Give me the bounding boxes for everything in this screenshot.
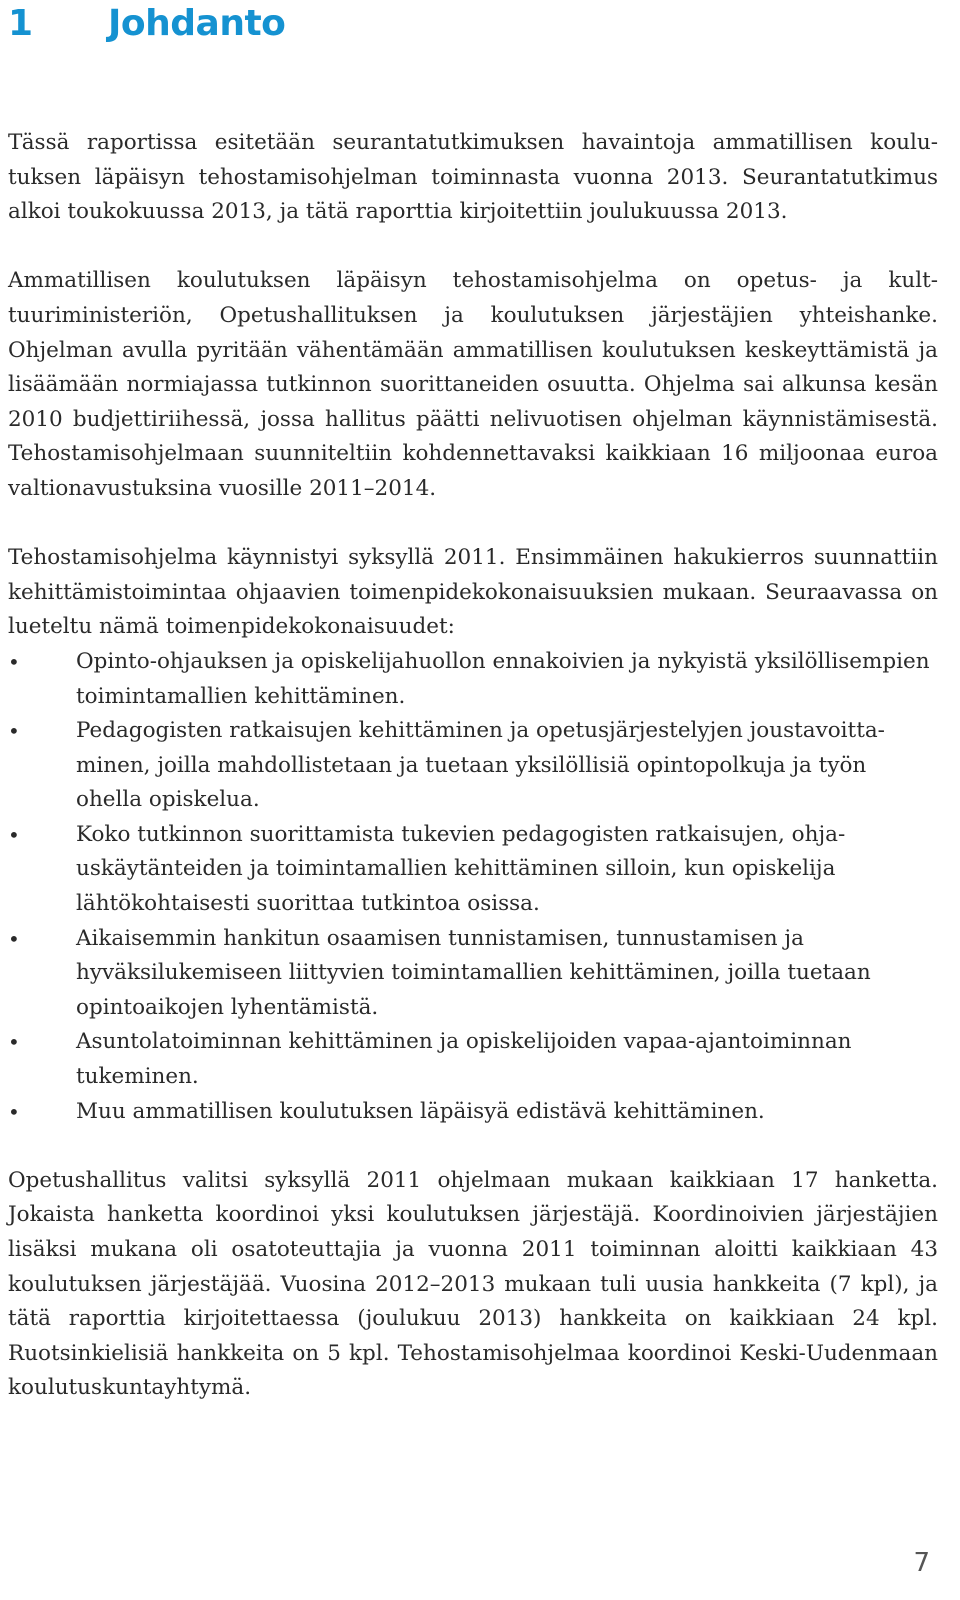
list-item-text: Muu ammatillisen koulutuksen läpäisyä edistävä kehittäminen. xyxy=(76,1098,765,1124)
list-item-text: Koko tutkinnon suorittamista tukevien pedagogisten ratkaisujen, ohjauskäytänteiden ja toimintamallien kehittäminen silloin, kun opiskelija lähtökohtaisesti suorittaa tutkintoa osissa. xyxy=(76,821,846,917)
paragraph-projects: Opetushallitus valitsi syksyllä 2011 ohjelmaan mukaan kaikkiaan 17 hanketta. Jokaista hanketta koordinoi yksi koulutuksen järjestäjä. Koordinoivien järjestäjien lisäksi mukana oli osatoteuttajia ja vuonna 2011 toiminnan aloitti kaikkiaan 43 koulutuksen järjestäjää. Vuosina 2012–2013 mukaan tuli uusia hankkeita (7 kpl), ja tätä raporttia kirjoitettaessa (joulukuu 2013) hankkeita on kaikkiaan 24 kpl. Ruotsinkielisiä hankkeita on 5 kpl. Tehostamisohjelmaa koordinoi Keski-Uudenmaan koulutuskuntayhtymä. xyxy=(8,1167,938,1401)
bullet-icon: • xyxy=(8,719,20,744)
bullet-icon: • xyxy=(8,1099,20,1124)
list-item-text: Asuntolatoiminnan kehittäminen ja opiskelijoiden vapaa-ajantoiminnan tukeminen. xyxy=(76,1029,852,1090)
list-item xyxy=(8,1025,938,1094)
list-item-text: Pedagogisten ratkaisujen kehittäminen ja opetusjärjestelyjen joustavoittaminen, joilla mahdollistetaan ja tuetaan yksilöllisiä opintopolkuja ja työn ohella opiskelua. xyxy=(76,718,885,813)
list-item xyxy=(8,1095,938,1130)
list-item-text: Opinto-ohjauksen ja opiskelijahuollon ennakoivien ja nykyistä yksilöllisempien toimintamallien kehittäminen. xyxy=(76,648,930,709)
paragraph-start: Tehostamisohjelma käynnistyi syksyllä 2011. Ensimmäinen hakukierros suunnattiin kehittämistoimintaa ohjaavien toimenpidekokonaisuuksien mukaan. Seuraavassa on lueteltu nämä toimenpidekokonaisuudet: xyxy=(8,545,938,640)
bullet-icon: • xyxy=(8,1030,20,1055)
chapter-number: 1 xyxy=(8,3,33,44)
body-text xyxy=(8,126,938,1441)
bullet-icon: • xyxy=(8,926,20,951)
measures-list xyxy=(8,645,938,1129)
bullet-icon: • xyxy=(8,822,20,847)
list-item xyxy=(8,818,938,922)
chapter-title: Johdanto xyxy=(108,3,286,44)
paragraph-intro: Tässä raportissa esitetään seurantatutkimuksen havaintoja ammatillisen koulutuksen läpäisyn tehostamisohjelman toiminnasta vuonna 2013. Seurantatutkimus alkoi toukokuussa 2013, ja tätä raporttia kirjoitettiin joulukuussa 2013. xyxy=(8,130,938,225)
page-number: 7 xyxy=(913,1548,930,1578)
chapter-heading xyxy=(8,2,285,46)
list-item-text: Aikaisemmin hankitun osaamisen tunnistamisen, tunnustamisen ja hyväksilukemiseen liittyvien toimintamallien kehittäminen, joilla tuetaan opintoaikojen lyhentämistä. xyxy=(76,925,871,1020)
bullet-icon: • xyxy=(8,649,20,674)
list-item xyxy=(8,645,938,714)
list-item xyxy=(8,714,938,818)
list-item xyxy=(8,922,938,1026)
paragraph-program: Ammatillisen koulutuksen läpäisyn tehostamisohjelma on opetus- ja kulttuuriministeriön, Opetushallituksen ja koulutuksen järjestäjien yhteishanke. Ohjelman avulla pyritään vähentämään ammatillisen koulutuksen keskeyttämistä ja lisäämään normiajassa tutkinnon suorittaneiden osuutta. Ohjelma sai alkunsa kesän 2010 budjettiriihessä, jossa hallitus päätti nelivuotisen ohjelman käynnistämisestä. Tehostamisohjelmaan suunniteltiin kohdennettavaksi kaikkiaan 16 miljoonaa euroa valtionavustuksina vuosille 2011–2014. xyxy=(8,268,938,501)
